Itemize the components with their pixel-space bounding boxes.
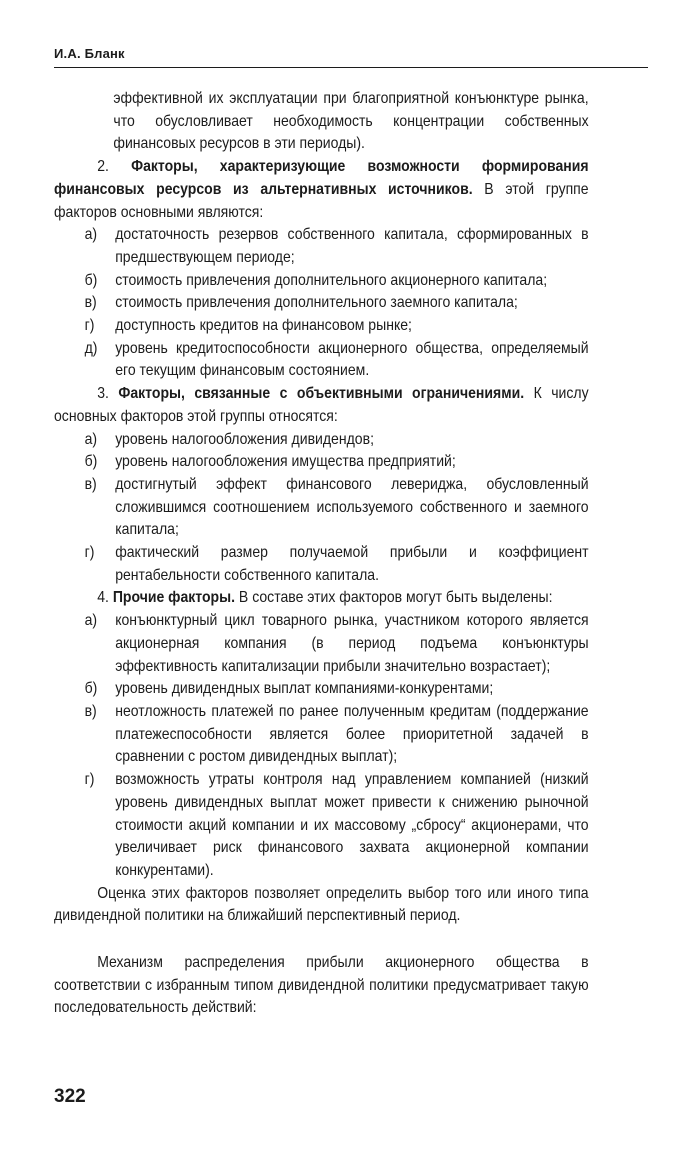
list-item bbox=[54, 292, 589, 315]
running-head-author: И.А. Бланк bbox=[54, 46, 125, 61]
section-4-number: 4. bbox=[97, 589, 109, 607]
list-item bbox=[54, 451, 589, 474]
section-3-intro: К числу основных факторов этой группы относятся: bbox=[54, 385, 589, 425]
list-item-text: доступность кредитов на финансовом рынке; bbox=[115, 317, 412, 335]
list-marker: а) bbox=[84, 612, 98, 630]
section-2-intro: В этой группе факторов основными являются: bbox=[54, 180, 589, 221]
section-4-title: Прочие факторы. bbox=[112, 589, 236, 607]
list-marker: г) bbox=[84, 771, 95, 789]
list-item bbox=[54, 224, 589, 269]
list-item-text: фактический размер получаемой прибыли и коэффициент рентабельности собственного капитала. bbox=[115, 544, 589, 584]
list-item-text: стоимость привлечения дополнительного заемного капитала; bbox=[115, 294, 518, 312]
list-item-text: конъюнктурный цикл товарного рынка, участником которого является акционерная компания (в период подъема конъюнктуры эффективность капитализации прибыли значительно возрастает); bbox=[115, 612, 589, 675]
list-marker: б) bbox=[84, 271, 98, 289]
list-item-text: уровень дивидендных выплат компаниями-конкурентами; bbox=[115, 680, 494, 698]
list-item-text: уровень налогообложения имущества предприятий; bbox=[115, 453, 456, 471]
list-marker: г) bbox=[84, 317, 95, 335]
list-marker: в) bbox=[84, 702, 97, 720]
list-marker: а) bbox=[84, 430, 98, 448]
list-item bbox=[54, 542, 589, 587]
list-marker: в) bbox=[84, 475, 97, 493]
list-item bbox=[54, 270, 589, 293]
section-3-number: 3. bbox=[97, 385, 109, 403]
list-marker: г) bbox=[84, 544, 95, 562]
list-marker: б) bbox=[84, 453, 98, 471]
section-4-intro: В составе этих факторов могут быть выделены: bbox=[238, 589, 553, 607]
list-item bbox=[54, 769, 589, 883]
list-item-text: достигнутый эффект финансового левериджа, обусловленный сложившимся соотношением используемого собственного и заемного капитала; bbox=[115, 475, 589, 539]
list-item-text: уровень налогообложения дивидендов; bbox=[115, 430, 374, 448]
section-3-title: Факторы, связанные с объективными ограничениями. bbox=[118, 385, 525, 403]
header-rule bbox=[54, 67, 648, 68]
paragraph-gap bbox=[54, 928, 589, 952]
list-item bbox=[54, 474, 589, 542]
list-marker: б) bbox=[84, 680, 98, 698]
list-item bbox=[54, 678, 589, 701]
conclusion-paragraph: Оценка этих факторов позволяет определить выбор того или иного типа дивидендной политики на ближайший перспективный период. bbox=[54, 884, 589, 925]
list-marker: а) bbox=[84, 226, 98, 244]
section-2-title: Факторы, характеризующие возможности формирования финансовых ресурсов из альтернативных источников. bbox=[54, 158, 589, 198]
list-item bbox=[54, 338, 589, 383]
page-number: 322 bbox=[54, 1086, 86, 1107]
list-item-text: достаточность резервов собственного капитала, сформированных в предшествующем периоде; bbox=[115, 226, 589, 266]
list-item-text: неотложность платежей по ранее полученным кредитам (поддержание платежеспособности является более приоритетной задачей в сравнении с ростом дивидендных выплат); bbox=[115, 702, 589, 766]
continuation-paragraph: эффективной их эксплуатации при благоприятной конъюнктуре рынка, что обусловливает необходимость концентрации собственных финансовых ресурсов в эти периоды). bbox=[113, 90, 589, 153]
list-marker: д) bbox=[84, 339, 98, 357]
body-text bbox=[54, 88, 589, 1020]
list-item bbox=[54, 701, 589, 769]
section-4-heading-paragraph bbox=[54, 587, 589, 610]
list-item-text: уровень кредитоспособности акционерного общества, определяемый его текущим финансовым состоянием. bbox=[115, 339, 589, 380]
section-2-heading-paragraph bbox=[54, 156, 589, 224]
section-2-number: 2. bbox=[97, 158, 109, 176]
list-item bbox=[54, 610, 589, 678]
list-marker: в) bbox=[84, 294, 97, 312]
mechanism-paragraph: Механизм распределения прибыли акционерного общества в соответствии с избранным типом дивидендной политики предусматривает такую последовательность действий: bbox=[54, 954, 589, 1017]
section-3-heading-paragraph bbox=[54, 383, 589, 428]
list-item-text: возможность утраты контроля над управлением компанией (низкий уровень дивидендных выплат может привести к снижению рыночной стоимости акций компании и их массовому „сбросу“ акционерами, что увеличивает риск финансового захвата акционерной компании конкурентами). bbox=[115, 771, 589, 879]
list-item bbox=[54, 315, 589, 338]
list-item-text: стоимость привлечения дополнительного акционерного капитала; bbox=[115, 271, 548, 289]
list-item bbox=[54, 429, 589, 452]
